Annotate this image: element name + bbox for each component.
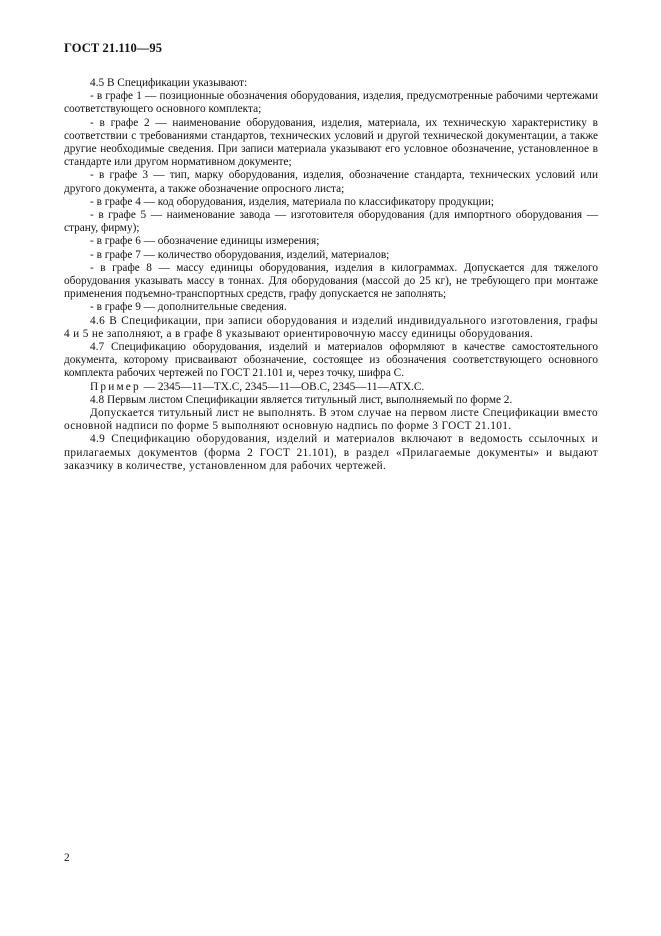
document-header: ГОСТ 21.110—95: [64, 41, 163, 55]
list-item-column-1: - в графе 1 — позиционные обозначения оборудования, изделия, предусмотренные рабочими чертежами соответствующего основного комплекта;: [64, 90, 598, 116]
list-item-column-7: - в графе 7 — количество оборудования, изделий, материалов;: [90, 248, 390, 261]
document-body: [64, 77, 598, 473]
list-item-column-3: - в графе 3 — тип, марку оборудования, изделия, обозначение стандарта, технических условий или другого документа, а также обозначение опросного листа;: [64, 169, 598, 195]
paragraph-4-6: 4.6 В Спецификации, при записи оборудования и изделий индивидуального изготовления, графы 4 и 5 не заполняют, а в графе 8 указывают ориентировочную массу единицы оборудования.: [64, 314, 598, 340]
paragraph-4-8-note: Допускается титульный лист не выполнять. В этом случае на первом листе Спецификации вместо основной надписи по форме 5 выполняют основную надпись по форме 3 ГОСТ 21.101.: [64, 407, 598, 433]
list-item-column-5: - в графе 5 — наименование завода — изготовителя оборудования (для импортного оборудования — страну, фирму);: [64, 209, 598, 235]
example-line: [64, 381, 598, 394]
example-text: — 2345—11—ТХ.С, 2345—11—ОВ.С, 2345—11—АТХ.С.: [140, 380, 425, 393]
list-item-column-6: - в графе 6 — обозначение единицы измерения;: [90, 235, 320, 248]
page-number: 2: [64, 852, 70, 864]
list-item-column-8: - в графе 8 — массу единицы оборудования, изделия в килограммах. Допускается для тяжелого оборудования указывать массу в тоннах. Для оборудования (массой до 25 кг), не требующего при монтаже применения подъемно-транспортных средств, графу допускается не заполнять;: [64, 261, 598, 301]
paragraph-4-7: 4.7 Спецификацию оборудования, изделий и материалов оформляют в качестве самостоятельного документа, которому присваивают обозначение, состоящее из обозначения соответствующего основного комплекта рабочих чертежей по ГОСТ 21.101 и, через точку, шифра С.: [64, 341, 598, 380]
list-item-column-2: - в графе 2 — наименование оборудования, изделия, материала, их техническую характеристику в соответствии с требованиями стандартов, технических условий и другой технической документации, а также другие необходимые сведения. При записи материала указывают его условное обозначение, установленное в стандарте или другом нормативном документе;: [64, 116, 598, 169]
list-item-column-9: - в графе 9 — дополнительные сведения.: [90, 301, 287, 314]
paragraph-4-9: 4.9 Спецификацию оборудования, изделий и материалов включают в ведомость ссылочных и прилагаемых документов (форма 2 ГОСТ 21.101), в раздел «Прилагаемые документы» и выдают заказчику в количестве, установленном для рабочих чертежей.: [64, 433, 598, 472]
paragraph-4-8: 4.8 Первым листом Спецификации является титульный лист, выполняемый по форме 2.: [90, 393, 513, 406]
paragraph-4-5: 4.5 В Спецификации указывают:: [90, 77, 248, 89]
example-label: Пример: [90, 380, 141, 393]
list-item-column-4: - в графе 4 — код оборудования, изделия, материала по классификатору продукции;: [90, 195, 494, 208]
